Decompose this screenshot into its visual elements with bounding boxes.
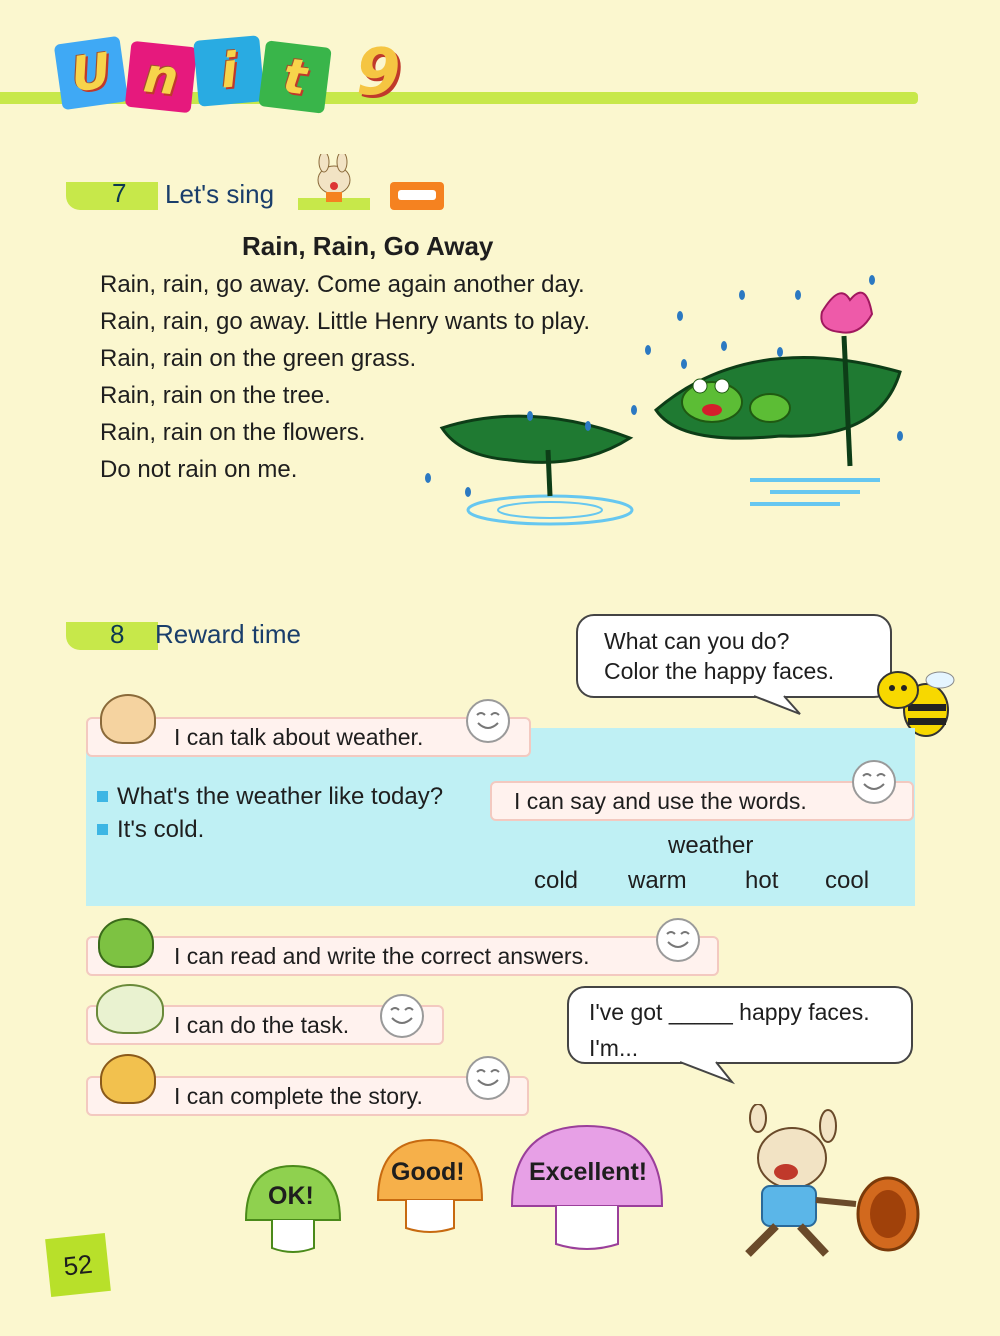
smiley-face-glyph xyxy=(468,701,508,741)
mushroom-label: OK! xyxy=(268,1182,314,1210)
bullet-marker xyxy=(97,824,108,835)
smiley-face-glyph xyxy=(382,996,422,1036)
reward-item xyxy=(86,936,719,976)
bullet-marker xyxy=(97,791,108,802)
bubble-line: I'm... xyxy=(589,1035,639,1061)
reward-item-text: I can talk about weather. xyxy=(174,723,424,750)
cassette-icon[interactable] xyxy=(390,182,444,210)
smiley-face-icon[interactable] xyxy=(380,994,424,1038)
song-line: Do not rain on me. xyxy=(100,456,298,483)
bee-speech-bubble xyxy=(576,614,892,698)
reward-item-text: I can complete the story. xyxy=(174,1082,423,1109)
kids-reading-avatar xyxy=(96,984,164,1034)
song-line: Rain, rain, go away. Come again another day. xyxy=(100,271,585,298)
bubble-line: What can you do? xyxy=(604,628,790,654)
smiley-face-glyph xyxy=(658,920,698,960)
word-heading: weather xyxy=(668,832,754,859)
bear-reading-avatar xyxy=(100,1054,156,1104)
mushroom-label: Excellent! xyxy=(529,1158,648,1186)
bubble-tail xyxy=(754,694,804,718)
smiley-face-glyph xyxy=(468,1058,508,1098)
reward-item xyxy=(490,781,914,821)
smiley-face-icon[interactable] xyxy=(656,918,700,962)
singing-rabbit-illustration xyxy=(298,154,372,212)
bubble-tail xyxy=(680,1060,736,1086)
unit-letter-tile: t xyxy=(258,40,332,114)
question-text: What's the weather like today? xyxy=(117,783,444,810)
unit-letter-tile: i xyxy=(193,35,265,107)
word-item: cold xyxy=(534,867,579,894)
reward-item-text: I can read and write the correct answers. xyxy=(174,942,590,969)
song-line: Rain, rain on the green grass. xyxy=(100,345,417,372)
song-title: Rain, Rain, Go Away xyxy=(242,231,494,261)
unit-number: 9 xyxy=(356,36,401,110)
bubble-line: I've got _____ happy faces. xyxy=(589,999,870,1025)
song-line: Rain, rain on the flowers. xyxy=(100,419,366,446)
rabbit-with-basket-illustration xyxy=(696,1104,924,1264)
section-title: Reward time xyxy=(155,619,301,649)
section-number: 7 xyxy=(112,178,127,208)
smiley-face-icon[interactable] xyxy=(466,1056,510,1100)
section-title: Let's sing xyxy=(165,179,275,209)
unit-letter-tile: n xyxy=(125,41,198,114)
mushroom-label: Good! xyxy=(391,1158,465,1186)
answer-text: It's cold. xyxy=(117,816,205,843)
unit-letter-tile: U xyxy=(54,36,129,111)
song-line: Rain, rain, go away. Little Henry wants to play. xyxy=(100,308,591,335)
child-writing-avatar xyxy=(98,918,154,968)
pond-frogs-illustration xyxy=(420,260,910,530)
rabbit-speech-bubble xyxy=(567,986,913,1064)
mushroom-excellent xyxy=(508,1120,666,1256)
word-item: cool xyxy=(825,867,870,894)
section-number: 8 xyxy=(110,619,125,649)
word-item: warm xyxy=(628,867,687,894)
child-avatar xyxy=(100,694,156,744)
reward-item-text: I can say and use the words. xyxy=(514,787,807,814)
page-number: 52 xyxy=(45,1233,111,1297)
reward-item-text: I can do the task. xyxy=(174,1011,350,1038)
smiley-face-glyph xyxy=(854,762,894,802)
word-item: hot xyxy=(745,867,779,894)
smiley-face-icon[interactable] xyxy=(466,699,510,743)
song-line: Rain, rain on the tree. xyxy=(100,382,331,409)
smiley-face-icon[interactable] xyxy=(852,760,896,804)
bubble-line: Color the happy faces. xyxy=(604,658,835,684)
